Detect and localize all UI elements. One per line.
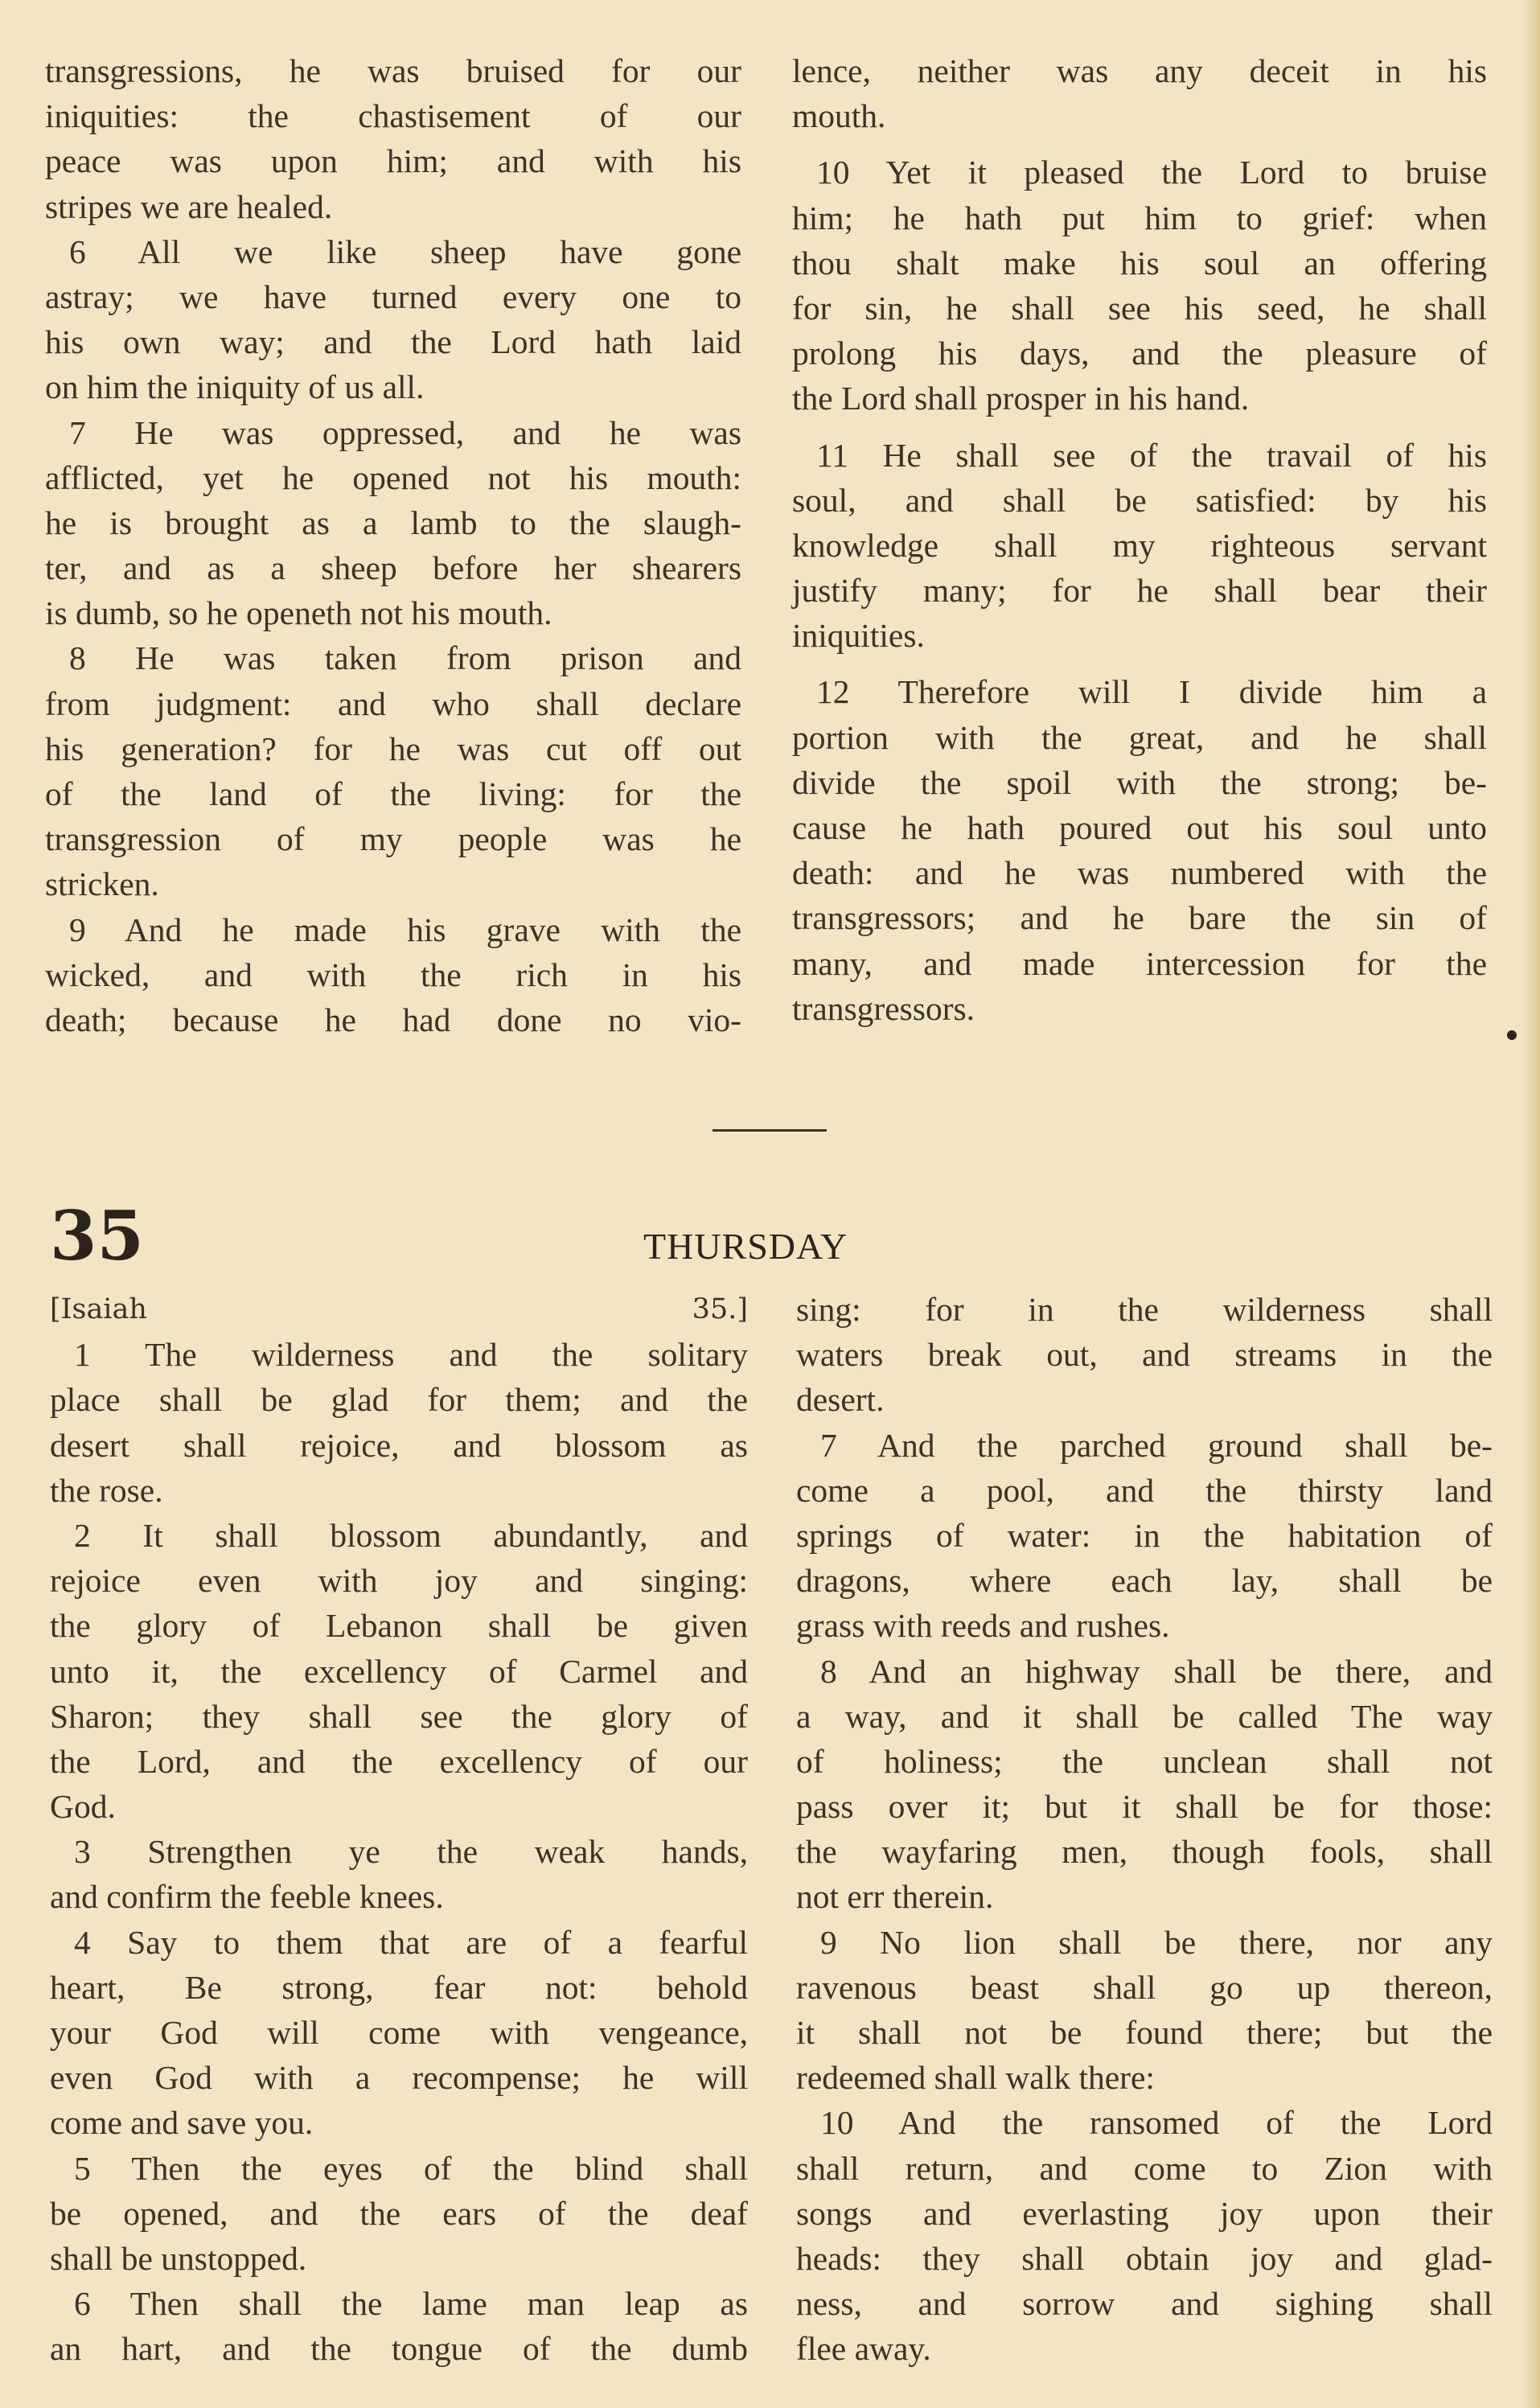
text-line: come and save you. (50, 2104, 314, 2142)
verse-start-line: 7 And the parched ground shall be- (820, 1426, 1493, 1464)
text-line: the wayfaring men, though fools, shall (796, 1833, 1493, 1871)
text-line: transgressions, he was bruised for our (45, 52, 741, 89)
text-line: death; because he had done no vio- (45, 1001, 741, 1038)
text-line: a way, and it shall be called The way (796, 1697, 1493, 1735)
text-line: is dumb, so he openeth not his mouth. (45, 594, 552, 632)
text-line: God. (50, 1788, 116, 1826)
verse-start-line: 9 No lion shall be there, nor any (820, 1923, 1493, 1961)
text-line: ness, and sorrow and sighing shall (796, 2285, 1493, 2323)
text-line: for sin, he shall see his seed, he shall (792, 289, 1487, 327)
text-line: Sharon; they shall see the glory of (50, 1697, 748, 1735)
text-line: knowledge shall my righteous servant (792, 526, 1487, 564)
text-line: ter, and as a sheep before her shearers (45, 549, 741, 587)
verse-start-line: 10 Yet it pleased the Lord to bruise (816, 154, 1487, 191)
text-line: iniquities: the chastisement of our (45, 97, 741, 135)
text-line: peace was upon him; and with his (45, 142, 741, 180)
text-line: unto it, the excellency of Carmel and (50, 1652, 748, 1690)
text-line: death: and he was numbered with the (792, 854, 1487, 892)
text-line: stripes we are healed. (45, 187, 333, 225)
text-line: from judgment: and who shall declare (45, 684, 741, 722)
text-line: and confirm the feeble knees. (50, 1878, 444, 1916)
text-line: an hart, and the tongue of the dumb (50, 2330, 748, 2368)
verse-start-line: 6 Then shall the lame man leap as (74, 2285, 748, 2323)
text-line: sing: for in the wilderness shall (796, 1291, 1493, 1328)
verse-start-line: 10 And the ransomed of the Lord (820, 2104, 1493, 2142)
section-divider (713, 1129, 827, 1132)
text-line: songs and everlasting joy upon their (796, 2194, 1493, 2232)
verse-start-line: 3 Strengthen ye the weak hands, (74, 1833, 748, 1871)
text-line: grass with reeds and rushes. (796, 1607, 1170, 1645)
text-line: divide the spoil with the strong; be- (792, 763, 1487, 801)
text-line: it shall not be found there; but the (796, 2014, 1493, 2051)
text-line: flee away. (796, 2330, 931, 2368)
verse-start-line: 5 Then the eyes of the blind shall (74, 2149, 748, 2187)
text-line: astray; we have turned every one to (45, 277, 741, 315)
text-line: pass over it; but it shall be for those: (796, 1788, 1493, 1826)
text-line: heart, Be strong, fear not: behold (50, 1968, 748, 2006)
verse-start-line: 11 He shall see of the travail of his (816, 436, 1487, 474)
text-line: on him the iniquity of us all. (45, 368, 425, 406)
text-line: cause he hath poured out his soul unto (792, 809, 1487, 846)
ink-dot (1507, 1030, 1517, 1040)
scripture-reference: [Isaiah 35.] (50, 1293, 748, 1325)
reading-number: 35 (50, 1196, 144, 1276)
text-line: he is brought as a lamb to the slaugh- (45, 503, 741, 541)
text-line: rejoice even with joy and singing: (50, 1562, 748, 1600)
verse-start-line: 7 He was oppressed, and he was (69, 413, 741, 451)
text-line: even God with a recompense; he will (50, 2059, 748, 2097)
text-line: transgressors; and he bare the sin of (792, 899, 1487, 937)
text-line: of the land of the living: for the (45, 775, 741, 812)
page-edge-shadow (1522, 0, 1540, 2408)
text-line: be opened, and the ears of the deaf (50, 2194, 748, 2232)
text-line: portion with the great, and he shall (792, 718, 1487, 756)
text-line: the glory of Lebanon shall be given (50, 1607, 748, 1645)
text-line: afflicted, yet he opened not his mouth: (45, 458, 741, 496)
text-line: stricken. (45, 865, 159, 903)
text-line: him; he hath put him to grief: when (792, 199, 1487, 236)
text-line: mouth. (792, 97, 886, 135)
text-line: transgressors. (792, 989, 975, 1027)
text-line: his own way; and the Lord hath laid (45, 323, 741, 361)
text-line: the Lord, and the excellency of our (50, 1742, 748, 1780)
text-line: waters break out, and streams in the (796, 1336, 1493, 1374)
top-right-column (792, 48, 1487, 1031)
text-line: many, and made intercession for the (792, 944, 1487, 982)
verse-start-line: 4 Say to them that are of a fearful (74, 1923, 748, 1961)
top-left-column (45, 48, 741, 1042)
text-line: not err therein. (796, 1878, 994, 1916)
verse-start-line: 8 And an highway shall be there, and (820, 1652, 1493, 1690)
text-line: wicked, and with the rich in his (45, 955, 741, 993)
text-line: ravenous beast shall go up thereon, (796, 1968, 1493, 2006)
text-line: shall return, and come to Zion with (796, 2149, 1493, 2187)
text-line: dragons, where each lay, shall be (796, 1562, 1493, 1600)
text-line: come a pool, and the thirsty land (796, 1471, 1493, 1509)
text-line: lence, neither was any deceit in his (792, 52, 1487, 89)
text-line: springs of water: in the habitation of (796, 1516, 1493, 1554)
text-line: his generation? for he was cut off out (45, 729, 741, 767)
verse-start-line: 12 Therefore will I divide him a (816, 673, 1487, 711)
text-line: soul, and shall be satisfied: by his (792, 481, 1487, 519)
verse-start-line: 6 All we like sheep have gone (69, 232, 741, 270)
text-line: redeemed shall walk there: (796, 2059, 1155, 2097)
text-line: place shall be glad for them; and the (50, 1381, 748, 1419)
text-line: the Lord shall prosper in his hand. (792, 380, 1250, 417)
text-line: of holiness; the unclean shall not (796, 1742, 1493, 1780)
text-line: heads: they shall obtain joy and glad- (796, 2239, 1493, 2277)
text-line: shall be unstopped. (50, 2239, 307, 2277)
verse-start-line: 2 It shall blossom abundantly, and (74, 1516, 748, 1554)
text-line: the rose. (50, 1471, 163, 1509)
text-line: desert shall rejoice, and blossom as (50, 1426, 748, 1464)
text-line: thou shalt make his soul an offering (792, 244, 1487, 281)
text-line: desert. (796, 1381, 885, 1419)
verse-start-line: 8 He was taken from prison and (69, 639, 741, 677)
text-line: prolong his days, and the pleasure of (792, 335, 1487, 372)
verse-start-line: 1 The wilderness and the solitary (74, 1336, 748, 1374)
bottom-right-column (796, 1287, 1493, 2372)
text-line: transgression of my people was he (45, 820, 741, 858)
bottom-left-column (50, 1287, 748, 2372)
text-line: justify many; for he shall bear their (792, 572, 1487, 610)
text-line: your God will come with vengeance, (50, 2014, 748, 2051)
verse-start-line: 9 And he made his grave with the (69, 910, 741, 948)
reading-day: THURSDAY (643, 1226, 848, 1267)
text-line: iniquities. (792, 617, 925, 655)
